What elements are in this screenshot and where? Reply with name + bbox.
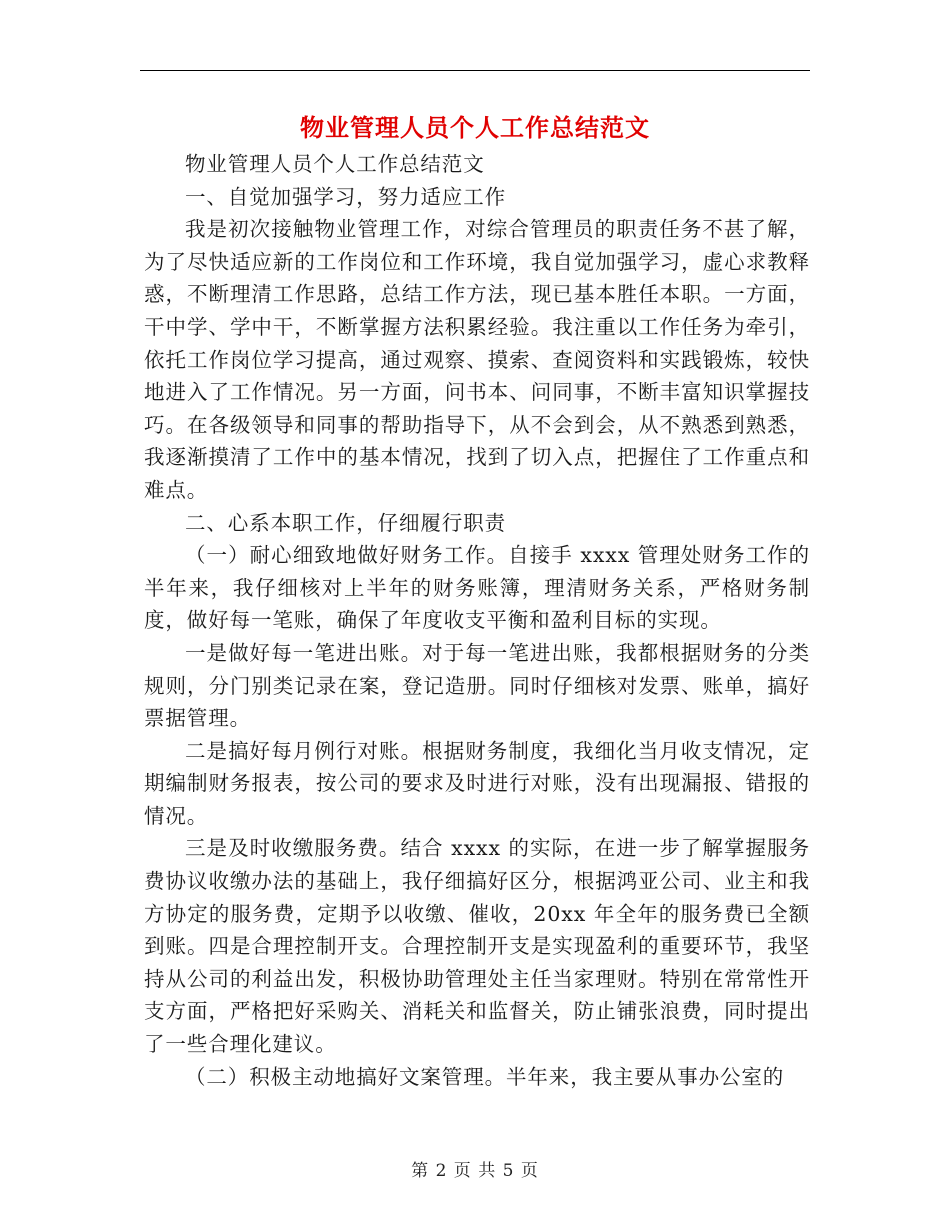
body-paragraph: 一是做好每一笔进出账。对于每一笔进出账，我都根据财务的分类规则，分门别类记录在案，登记造册。同时仔细核对发票、账单，搞好票据管理。	[144, 640, 810, 731]
body-paragraph: 三是及时收缴服务费。结合 xxxx 的实际，在进一步了解掌握服务费协议收缴办法的基础上，我仔细搞好区分，根据鸿亚公司、业主和我方协定的服务费，定期予以收缴、催收，20xx 年全年的服务费已全额到账。四是合理控制开支。合理控制开支是实现盈利的重要环节，我坚持从公司的利益出发，积极协助管理处主任当家理财。特别在常常性开支方面，严格把好采购关、消耗关和监督关，防止铺张浪费，同时提出了一些合理化建议。	[144, 836, 810, 1057]
page-number-footer: 第 2 页 共 5 页	[411, 1161, 539, 1181]
header-rule	[140, 70, 810, 71]
document-title: 物业管理人员个人工作总结范文	[300, 113, 650, 142]
section-heading-1: 一、自觉加强学习，努力适应工作	[185, 184, 506, 209]
body-paragraph: （二）积极主动地搞好文案管理。半年来，我主要从事办公室的	[185, 1064, 785, 1089]
body-paragraph: （一）耐心细致地做好财务工作。自接手 xxxx 管理处财务工作的半年来，我仔细核对上半年的财务账簿，理清财务关系，严格财务制度，做好每一笔账，确保了年度收支平衡和盈利目标的实现。	[144, 543, 810, 633]
document-body	[144, 148, 810, 1093]
body-paragraph: 二是搞好每月例行对账。根据财务制度，我细化当月收支情况，定期编制财务报表，按公司的要求及时进行对账，没有出现漏报、错报的情况。	[144, 738, 810, 828]
subtitle-paragraph: 物业管理人员个人工作总结范文	[185, 152, 485, 176]
section-heading-2: 二、心系本职工作，仔细履行职责	[185, 510, 506, 535]
body-paragraph: 我是初次接触物业管理工作，对综合管理员的职责任务不甚了解，为了尽快适应新的工作岗位和工作环境，我自觉加强学习，虚心求教释惑，不断理清工作思路，总结工作方法，现已基本胜任本职。一方面，干中学、学中干，不断掌握方法积累经验。我注重以工作任务为牵引，依托工作岗位学习提高，通过观察、摸索、查阅资料和实践锻炼，较快地进入了工作情况。另一方面，问书本、问同事，不断丰富知识掌握技巧。在各级领导和同事的帮助指导下，从不会到会，从不熟悉到熟悉，我逐渐摸清了工作中的基本情况，找到了切入点，把握住了工作重点和难点。	[144, 217, 810, 502]
